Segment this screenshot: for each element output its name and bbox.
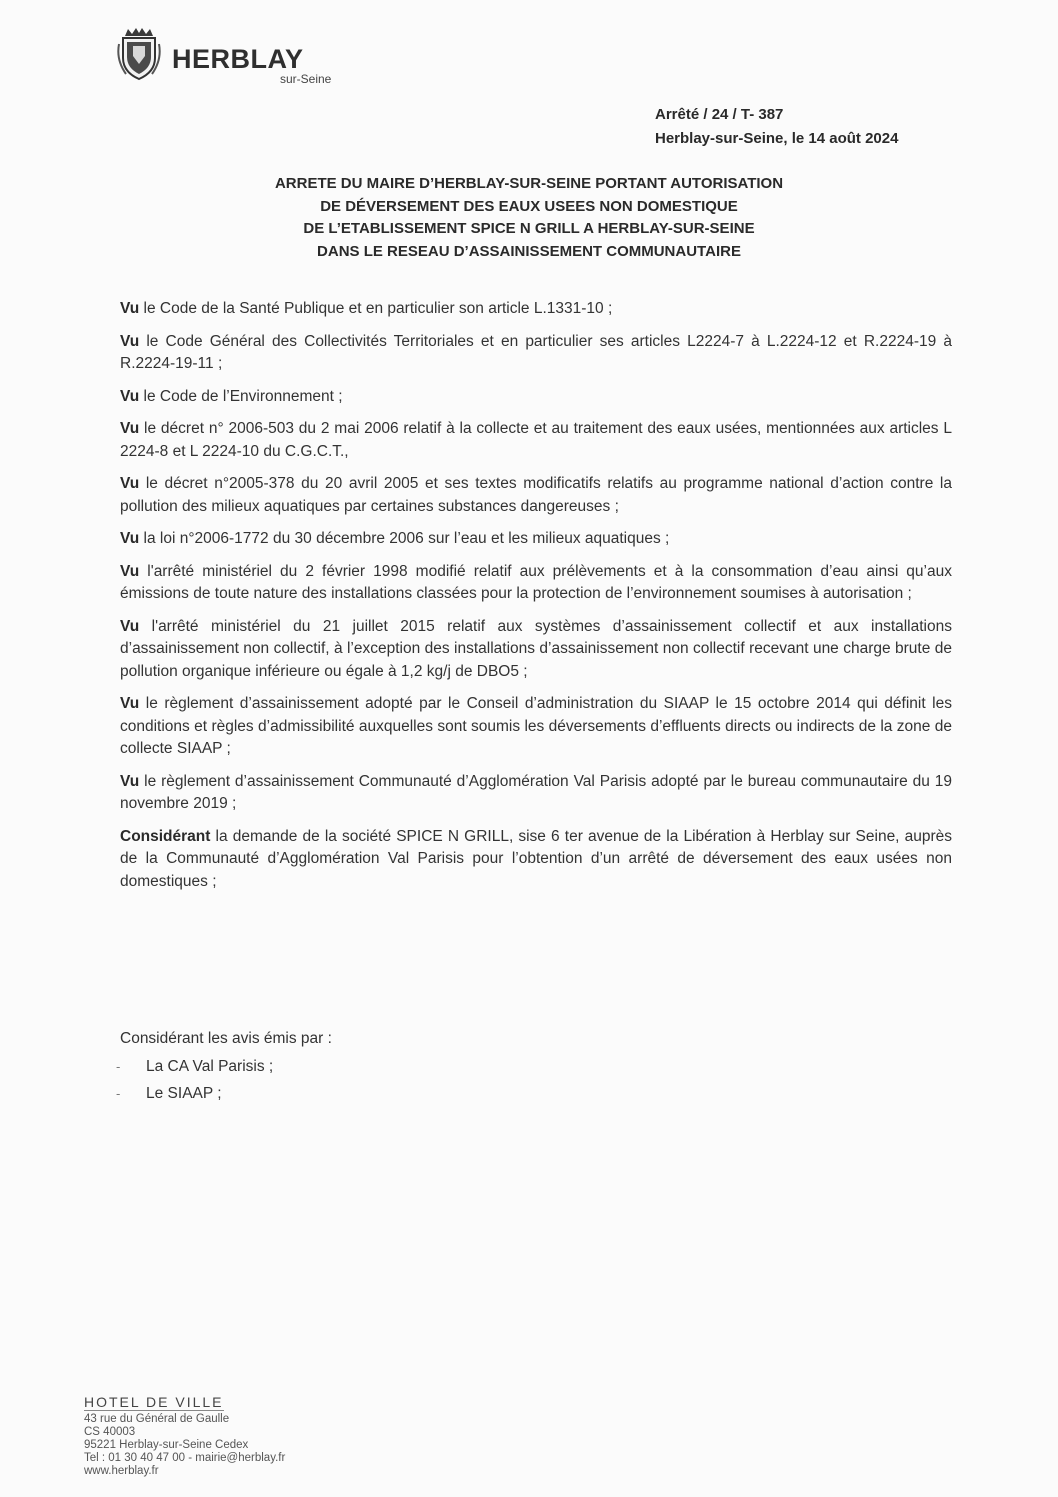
recital-paragraph [120, 771, 952, 816]
recital-lead: Vu [120, 695, 140, 712]
footer-address-cs: CS 40003 [84, 1426, 136, 1438]
bullet-dash: - [116, 1086, 121, 1101]
recital-lead: Vu [120, 475, 140, 492]
recital-paragraph [120, 418, 952, 463]
town-hall-footer [84, 1394, 285, 1478]
recital-lead: Vu [120, 772, 140, 790]
recital-text: l'arrêté ministériel du 2 février 1998 modifié relatif aux prélèvements et à la consommation d’eau ainsi qu’aux émissions de toute nature des installations classées pour la protection de l’environnement soumises à autorisation ; [120, 562, 952, 602]
recital-paragraph [120, 386, 952, 409]
recital-paragraph [120, 528, 952, 551]
opinion-item-text: Le SIAAP ; [146, 1085, 222, 1102]
recital-text: le décret n° 2006-503 du 2 mai 2006 relatif à la collecte et au traitement des eaux usées, mentionnées aux articles L 2224-8 et L 2224-10 du C.G.C.T., [120, 420, 952, 460]
recital-lead: Vu [120, 562, 140, 580]
footer-title: HOTEL DE VILLE [84, 1394, 224, 1410]
recital-paragraph [120, 616, 952, 684]
city-logo [112, 22, 352, 92]
recital-paragraph [120, 331, 952, 376]
decree-reference [655, 103, 898, 151]
recital-text: le Code de l’Environnement ; [139, 387, 343, 405]
recital-lead: Vu [120, 300, 140, 317]
decree-body [120, 298, 952, 903]
recital-lead: Vu [120, 387, 140, 405]
recital-text: le Code de la Santé Publique et en particulier son article L.1331-10 ; [139, 300, 613, 317]
recital-paragraph [120, 298, 952, 321]
city-crest-icon [116, 26, 162, 82]
title-line: DE L’ETABLISSEMENT SPICE N GRILL A HERBLAY-SUR-SEINE [303, 220, 755, 237]
recital-paragraph [120, 473, 952, 518]
recital-lead: Vu [120, 420, 140, 437]
recital-text: le Code Général des Collectivités Territoriales et en particulier ses articles L2224-7 à L.2224-12 et R.2224-19 à R.2224-19-11 ; [120, 332, 952, 372]
recital-text: le règlement d’assainissement Communauté d’Agglomération Val Parisis adopté par le bureau communautaire du 19 novembre 2019 ; [120, 772, 952, 812]
recital-text: le décret n°2005-378 du 20 avril 2005 et ses textes modificatifs relatifs au programme national d’action contre la pollution des milieux aquatiques par certaines substances dangereuses ; [120, 475, 952, 515]
decree-title [0, 173, 1058, 263]
logo-subtitle: sur-Seine [280, 72, 332, 86]
opinions-list [116, 1056, 328, 1105]
recital-lead: Vu [120, 617, 140, 635]
recital-text: le règlement d’assainissement adopté par le Conseil d’administration du SIAAP le 15 octobre 2014 qui définit les conditions et règles d’admissibilité auxquelles sont soumis les déversements d’effluents directs ou indirects de la zone de collecte SIAAP ; [120, 695, 952, 757]
opinions-intro: Considérant les avis émis par : [120, 1030, 332, 1047]
list-item [116, 1056, 328, 1078]
decree-number: Arrêté / 24 / T- 387 [655, 106, 784, 123]
opinions-section [116, 1028, 332, 1110]
list-item [116, 1083, 328, 1105]
recital-text: la loi n°2006-1772 du 30 décembre 2006 sur l’eau et les milieux aquatiques ; [139, 530, 670, 547]
recital-paragraph [120, 693, 952, 761]
title-line: DANS LE RESEAU D’ASSAINISSEMENT COMMUNAUTAIRE [317, 242, 741, 260]
footer-contact: Tel : 01 30 40 47 00 - mairie@herblay.fr [84, 1452, 286, 1464]
recital-paragraph [120, 826, 952, 894]
footer-website: www.herblay.fr [84, 1465, 159, 1477]
logo-name: HERBLAY [172, 44, 304, 74]
bullet-dash: - [116, 1059, 121, 1074]
title-line: DE DÉVERSEMENT DES EAUX USEES NON DOMESTIQUE [320, 197, 738, 215]
recital-lead: Considérant [120, 827, 211, 845]
recital-lead: Vu [120, 332, 140, 350]
recital-paragraph [120, 561, 952, 606]
opinion-item-text: La CA Val Parisis ; [146, 1058, 274, 1075]
recital-lead: Vu [120, 530, 140, 547]
footer-address-city: 95221 Herblay-sur-Seine Cedex [84, 1439, 249, 1451]
footer-address-street: 43 rue du Général de Gaulle [84, 1413, 230, 1425]
title-line: ARRETE DU MAIRE D’HERBLAY-SUR-SEINE PORTANT AUTORISATION [274, 175, 784, 192]
recital-text: la demande de la société SPICE N GRILL, sise 6 ter avenue de la Libération à Herblay sur Seine, auprès de la Communauté d’Agglomération Val Parisis pour l’obtention d’un arrêté de déversement des eaux usées non domestiques ; [120, 827, 952, 890]
decree-place-date: Herblay-sur-Seine, le 14 août 2024 [655, 130, 899, 147]
recital-text: l'arrêté ministériel du 21 juillet 2015 relatif aux systèmes d’assainissement collectif et aux installations d’assainissement non collectif, à l’exception des installations d’assainissement non collectif recevant une charge brute de pollution organique inférieure ou égale à 1,2 kg/j de DBO5 ; [120, 617, 952, 680]
